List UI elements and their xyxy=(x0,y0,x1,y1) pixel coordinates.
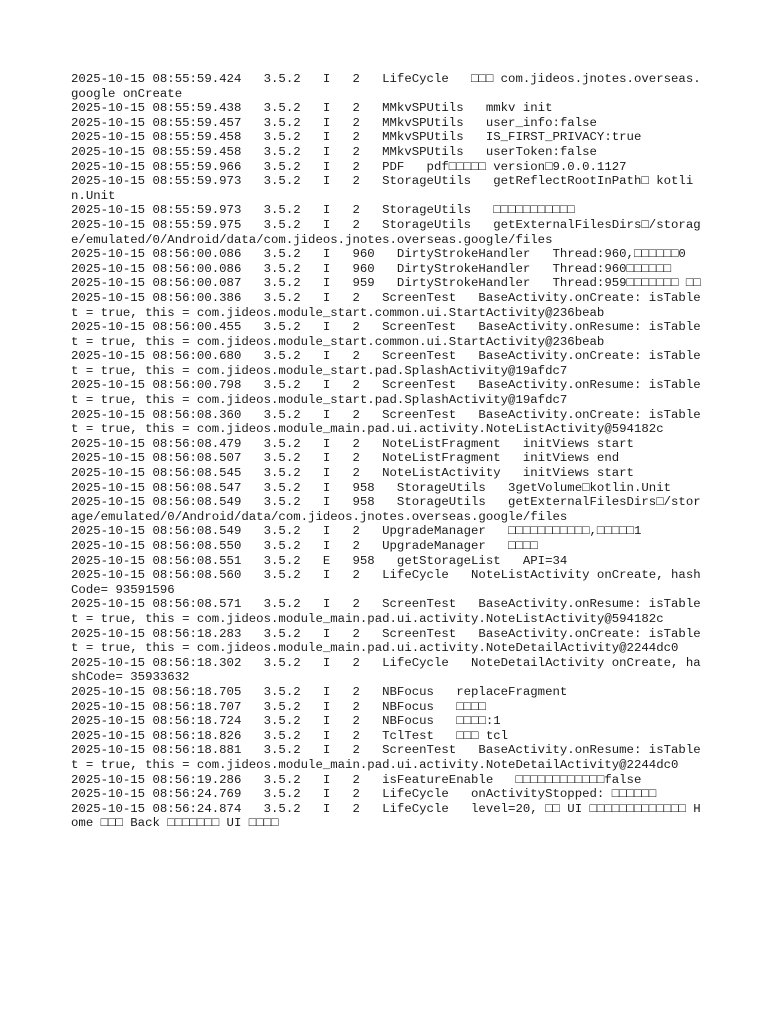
log-line: 2025-10-15 08:56:18.302 3.5.2 I 2 LifeCycle NoteDetailActivity onCreate, hashCode= 35933632 xyxy=(71,655,701,685)
log-line: 2025-10-15 08:56:19.286 3.5.2 I 2 isFeatureEnable □□□□□□□□□□□□false xyxy=(71,772,642,787)
log-line: 2025-10-15 08:56:08.545 3.5.2 I 2 NoteListActivity initViews start xyxy=(71,466,634,481)
log-line: 2025-10-15 08:56:18.724 3.5.2 I 2 NBFocus □□□□:1 xyxy=(71,714,501,729)
log-line: 2025-10-15 08:56:00.455 3.5.2 I 2 ScreenTest BaseActivity.onResume: isTablet = true, this = com.jideos.module_start.common.ui.StartActivity@236beab xyxy=(71,320,701,349)
log-line: 2025-10-15 08:56:08.360 3.5.2 I 2 ScreenTest BaseActivity.onCreate: isTablet = true, this = com.jideos.module_main.pad.ui.activity.NoteListActivity@594182c xyxy=(71,407,701,437)
log-line: 2025-10-15 08:56:18.705 3.5.2 I 2 NBFocus replaceFragment xyxy=(71,684,568,699)
log-line: 2025-10-15 08:55:59.438 3.5.2 I 2 MMkvSPUtils mmkv init xyxy=(71,101,553,116)
log-line: 2025-10-15 08:56:00.087 3.5.2 I 959 DirtyStrokeHandler Thread:959□□□□□□□ □□ xyxy=(71,276,701,291)
log-line: 2025-10-15 08:56:08.560 3.5.2 I 2 LifeCycle NoteListActivity onCreate, hashCode= 93591596 xyxy=(71,568,701,597)
log-line: 2025-10-15 08:55:59.966 3.5.2 I 2 PDF pdf□□□□□ version□9.0.0.1127 xyxy=(71,159,627,174)
log-line: 2025-10-15 08:56:08.479 3.5.2 I 2 NoteListFragment initViews start xyxy=(71,436,634,451)
log-line: 2025-10-15 08:56:18.707 3.5.2 I 2 NBFocus □□□□ xyxy=(71,699,486,714)
log-line: 2025-10-15 08:56:08.547 3.5.2 I 958 StorageUtils 3getVolume□kotlin.Unit xyxy=(71,480,672,495)
log-line: 2025-10-15 08:56:08.549 3.5.2 I 2 UpgradeManager □□□□□□□□□□□,□□□□□1 xyxy=(71,524,642,539)
log-line: 2025-10-15 08:56:18.881 3.5.2 I 2 ScreenTest BaseActivity.onResume: isTablet = true, this = com.jideos.module_main.pad.ui.activity.NoteDetailActivity@2244dc0 xyxy=(71,743,701,772)
log-line: 2025-10-15 08:56:18.826 3.5.2 I 2 TclTest □□□ tcl xyxy=(71,728,509,743)
log-line: 2025-10-15 08:56:08.549 3.5.2 I 958 StorageUtils getExternalFilesDirs□/storage/emulated/0/Android/data/com.jideos.jnotes.overseas.google/files xyxy=(71,495,701,524)
log-line: 2025-10-15 08:55:59.975 3.5.2 I 2 StorageUtils getExternalFilesDirs□/storage/emulated/0/Android/data/com.jideos.jnotes.overseas.google/files xyxy=(71,217,701,247)
log-line: 2025-10-15 08:55:59.424 3.5.2 I 2 LifeCycle □□□ com.jideos.jnotes.overseas.google onCreate xyxy=(71,72,701,101)
log-line: 2025-10-15 08:56:18.283 3.5.2 I 2 ScreenTest BaseActivity.onCreate: isTablet = true, this = com.jideos.module_main.pad.ui.activity.NoteDetailActivity@2244dc0 xyxy=(71,626,701,656)
log-line: 2025-10-15 08:56:24.769 3.5.2 I 2 LifeCycle onActivityStopped: □□□□□□ xyxy=(71,787,657,802)
log-line: 2025-10-15 08:56:00.798 3.5.2 I 2 ScreenTest BaseActivity.onResume: isTablet = true, this = com.jideos.module_start.pad.SplashActivity@19afdc7 xyxy=(71,378,701,408)
log-line: 2025-10-15 08:56:00.386 3.5.2 I 2 ScreenTest BaseActivity.onCreate: isTablet = true, this = com.jideos.module_start.common.ui.StartActivity@236beab xyxy=(71,290,701,320)
log-line: 2025-10-15 08:56:00.086 3.5.2 I 960 DirtyStrokeHandler Thread:960,□□□□□□0 xyxy=(71,247,686,262)
log-text-block xyxy=(71,72,701,831)
log-line: 2025-10-15 08:56:00.680 3.5.2 I 2 ScreenTest BaseActivity.onCreate: isTablet = true, this = com.jideos.module_start.pad.SplashActivity@19afdc7 xyxy=(71,349,701,378)
log-line: 2025-10-15 08:55:59.458 3.5.2 I 2 MMkvSPUtils userToken:false xyxy=(71,144,597,159)
log-line: 2025-10-15 08:56:24.874 3.5.2 I 2 LifeCycle level=20, □□ UI □□□□□□□□□□□□□ Home □□□ Back □□□□□□□ UI □□□□ xyxy=(71,801,701,831)
log-line: 2025-10-15 08:56:00.086 3.5.2 I 960 DirtyStrokeHandler Thread:960□□□□□□ xyxy=(71,261,672,276)
log-line: 2025-10-15 08:56:08.571 3.5.2 I 2 ScreenTest BaseActivity.onResume: isTablet = true, this = com.jideos.module_main.pad.ui.activity.NoteListActivity@594182c xyxy=(71,597,701,626)
log-line: 2025-10-15 08:55:59.973 3.5.2 I 2 StorageUtils □□□□□□□□□□□ xyxy=(71,203,575,218)
log-line: 2025-10-15 08:56:08.507 3.5.2 I 2 NoteListFragment initViews end xyxy=(71,451,620,466)
log-line: 2025-10-15 08:55:59.973 3.5.2 I 2 StorageUtils getReflectRootInPath□ kotlin.Unit xyxy=(71,174,694,203)
log-line: 2025-10-15 08:55:59.458 3.5.2 I 2 MMkvSPUtils IS_FIRST_PRIVACY:true xyxy=(71,130,642,145)
log-line: 2025-10-15 08:56:08.550 3.5.2 I 2 UpgradeManager □□□□ xyxy=(71,539,538,553)
log-line: 2025-10-15 08:55:59.457 3.5.2 I 2 MMkvSPUtils user_info:false xyxy=(71,115,597,130)
log-line: 2025-10-15 08:56:08.551 3.5.2 E 958 getStorageList API=34 xyxy=(71,553,568,568)
